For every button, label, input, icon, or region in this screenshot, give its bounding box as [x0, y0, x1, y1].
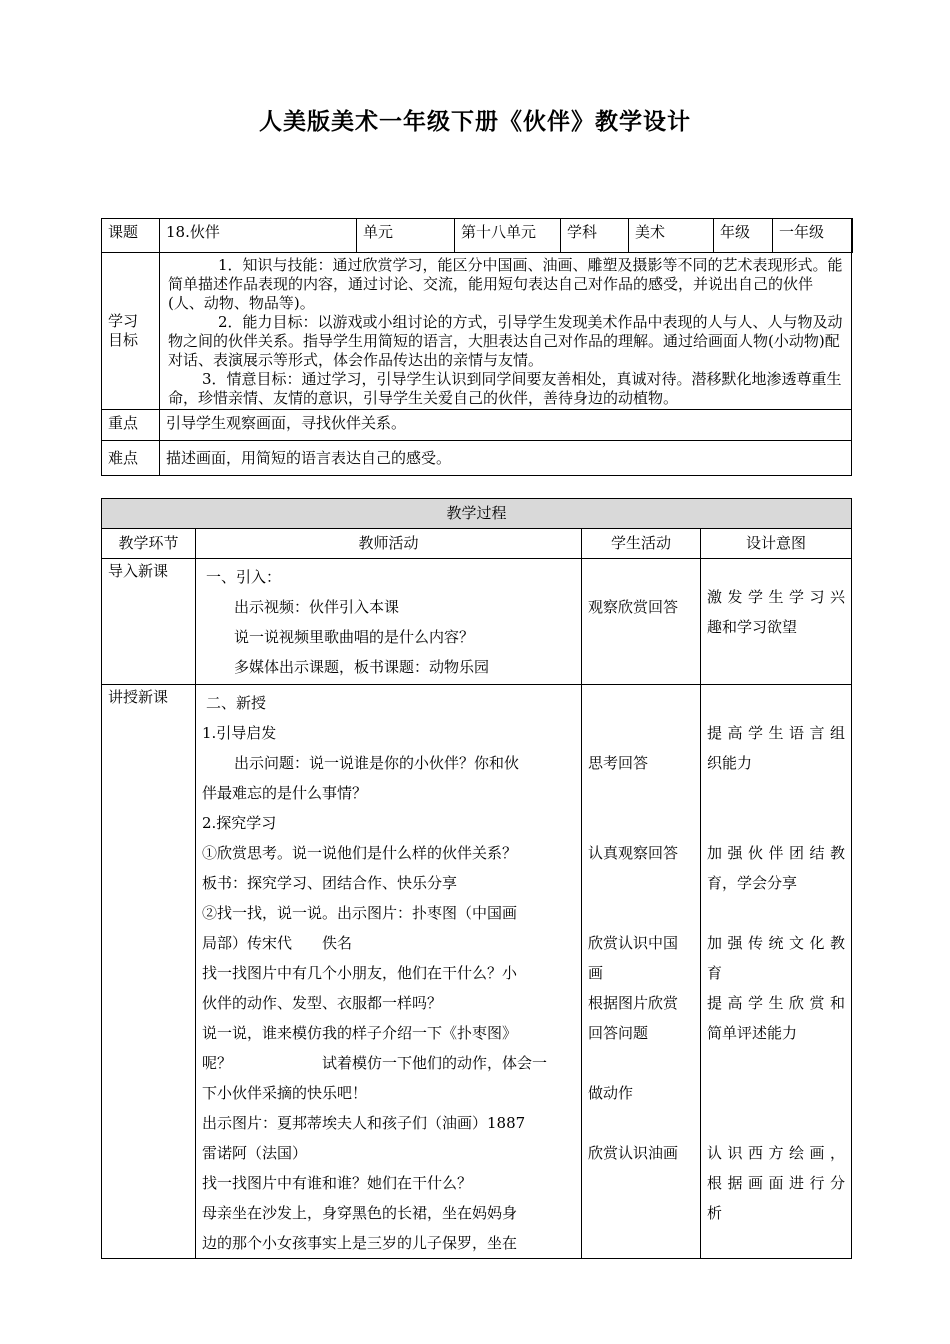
- new-student-line: 欣赏认识中国: [588, 934, 679, 952]
- objectives-label-line1: 学习: [108, 312, 139, 330]
- new-teacher-line: 1.引导启发: [202, 724, 277, 742]
- new-student-line: [588, 1198, 694, 1228]
- new-teacher-line: 伴最难忘的是什么事情？: [202, 784, 368, 802]
- teaching-process-table: [101, 498, 852, 1259]
- topic-label: 课题: [102, 219, 160, 253]
- topic-value: 18.伙伴: [160, 219, 357, 253]
- new-teacher: [196, 685, 582, 1259]
- new-teacher-line: 2.探究学习: [202, 814, 277, 832]
- new-intent-line: [707, 688, 845, 718]
- unit-label: 单元: [357, 219, 455, 253]
- new-teacher-line: 说一说，谁来模仿我的样子介绍一下《扑枣图》: [202, 1024, 518, 1042]
- new-intent-line: 织能力: [707, 754, 753, 772]
- new-intent-line: 简单评述能力: [707, 1024, 798, 1042]
- process-columns-row: [102, 529, 852, 559]
- new-intent-line: 加强伙伴团结教: [707, 844, 846, 862]
- new-intent-line: [707, 1108, 845, 1138]
- objective-emotion: 3．情意目标：通过学习，引导学生认识到同学间要友善相处，真诚对待。潜移默化地渗透尊重生命，珍惜亲情、友情的意识，引导学生关爱自己的伙伴，善待身边的动植物。: [168, 370, 842, 407]
- new-intent-line: [707, 1048, 845, 1078]
- new-student-line: [588, 718, 694, 748]
- new-student: [582, 685, 701, 1259]
- intro-stage-label: 导入新课: [108, 562, 169, 580]
- objectives-content: [160, 253, 852, 410]
- new-teacher-line: 局部）传宋代 佚名: [202, 934, 353, 952]
- new-lesson-row: [102, 685, 852, 1259]
- new-teacher-line: 边的那个小女孩事实上是三岁的儿子保罗，坐在: [202, 1234, 518, 1252]
- new-teacher-line: 出示图片：夏邦蒂埃夫人和孩子们（油画）1887: [202, 1114, 526, 1132]
- column-teacher: 教师活动: [196, 529, 582, 559]
- new-teacher-line: 找一找图片中有谁和谁？她们在干什么？: [202, 1174, 473, 1192]
- intro-stage: [102, 559, 196, 685]
- intro-teacher-line: 出示视频：伙伴引入本课: [234, 598, 400, 616]
- new-teacher-line: 下小伙伴采摘的快乐吧！: [202, 1084, 368, 1102]
- grade-value: 一年级: [773, 219, 852, 253]
- subject-label: 学科: [561, 219, 629, 253]
- page-title: 人美版美术一年级下册《伙伴》教学设计: [259, 108, 691, 135]
- difficulty-value: 描述画面，用简短的语言表达自己的感受。: [160, 441, 852, 476]
- process-heading-row: [102, 499, 852, 529]
- new-intent-line: 根据画面进行分: [707, 1174, 846, 1192]
- column-intent: 设计意图: [701, 529, 852, 559]
- info-row: [102, 219, 852, 253]
- new-teacher-line: 呢？ 试着模仿一下他们的动作，体会一: [202, 1054, 548, 1072]
- new-intent-line: 提高学生语言组: [707, 724, 846, 742]
- intro-teacher: [196, 559, 582, 685]
- new-student-line: [588, 1228, 694, 1258]
- unit-value: 第十八单元: [455, 219, 561, 253]
- new-student-line: 认真观察回答: [588, 844, 679, 862]
- new-intent-line: 提高学生欣赏和: [707, 994, 846, 1012]
- new-intent-line: 析: [707, 1204, 723, 1222]
- new-intent-line: [707, 808, 845, 838]
- new-intent-line: 加强传统文化教: [707, 934, 846, 952]
- intro-student: [582, 559, 701, 685]
- new-student-line: [588, 1108, 694, 1138]
- intro-teacher-line: 多媒体出示课题，板书课题：动物乐园: [234, 658, 490, 676]
- new-intent-line: [707, 1078, 845, 1108]
- new-student-line: 做动作: [588, 1084, 634, 1102]
- new-student-line: 画: [588, 964, 604, 982]
- new-student-line: [588, 808, 694, 838]
- intro-teacher-line: 一、引入：: [206, 568, 282, 586]
- intro-intent-line: 趣和学习欲望: [707, 618, 798, 636]
- key-point-label: 重点: [102, 410, 160, 441]
- objectives-label: [102, 253, 160, 410]
- new-student-line: 思考回答: [588, 754, 649, 772]
- new-student-line: [588, 898, 694, 928]
- new-intent-line: 育，学会分享: [707, 874, 798, 892]
- new-teacher-line: 伙伴的动作、发型、衣服都一样吗？: [202, 994, 443, 1012]
- new-teacher-line: 板书：探究学习、团结合作、快乐分享: [202, 874, 458, 892]
- intro-student-text: 观察欣赏回答: [588, 598, 679, 616]
- new-student-line: 回答问题: [588, 1024, 649, 1042]
- key-point-value: 引导学生观察画面，寻找伙伴关系。: [160, 410, 852, 441]
- new-teacher-line: 母亲坐在沙发上，身穿黑色的长裙，坐在妈妈身: [202, 1204, 518, 1222]
- intro-row: [102, 559, 852, 685]
- new-intent-line: [707, 778, 845, 808]
- objective-ability: 2．能力目标：以游戏或小组讨论的方式，引导学生发现美术作品中表现的人与人、人与物及动物之间的伙伴关系。指导学生用简短的语言，大胆表达自己对作品的理解。通过给画面人物(小动物)配对话、表演展示等形式，体会作品传达出的亲情与友情。: [168, 313, 843, 369]
- new-intent: [701, 685, 852, 1259]
- new-teacher-line: 二、新授: [206, 694, 267, 712]
- new-teacher-line: 找一找图片中有几个小朋友，他们在干什么？小: [202, 964, 518, 982]
- subject-value: 美术: [629, 219, 714, 253]
- new-intent-line: [707, 898, 845, 928]
- objectives-row: [102, 253, 852, 410]
- new-intent-line: 育: [707, 964, 723, 982]
- new-teacher-line: ②找一找，说一说。出示图片：扑枣图（中国画: [202, 904, 518, 922]
- column-student: 学生活动: [582, 529, 701, 559]
- new-teacher-line: 雷诺阿（法国）: [202, 1144, 308, 1162]
- new-student-line: 根据图片欣赏: [588, 994, 679, 1012]
- new-stage-label: 讲授新课: [108, 688, 169, 706]
- grade-label: 年级: [714, 219, 773, 253]
- objectives-label-line2: 目标: [108, 331, 139, 349]
- objective-knowledge: 1．知识与技能：通过欣赏学习，能区分中国画、油画、雕塑及摄影等不同的艺术表现形式。能简单描述作品表现的内容，通过讨论、交流，能用短句表达自己对作品的感受，并说出自己的伙伴(人、动物、物品等)。: [168, 256, 843, 312]
- column-stage: 教学环节: [102, 529, 196, 559]
- new-student-line: [588, 868, 694, 898]
- difficulty-row: [102, 441, 852, 476]
- new-student-line: [588, 1048, 694, 1078]
- new-student-line: 欣赏认识油画: [588, 1144, 679, 1162]
- new-student-line: [588, 778, 694, 808]
- intro-intent: [701, 559, 852, 685]
- new-teacher-line: 出示问题：说一说谁是你的小伙伴？你和伙: [234, 754, 520, 772]
- new-student-line: [588, 1168, 694, 1198]
- lesson-info-table: [101, 218, 853, 476]
- new-student-line: [588, 688, 694, 718]
- intro-intent-line: 激发学生学习兴: [707, 588, 846, 606]
- new-intent-line: 认识西方绘画，: [707, 1144, 846, 1162]
- key-point-row: [102, 410, 852, 441]
- new-stage: [102, 685, 196, 1259]
- new-intent-line: [707, 1228, 845, 1258]
- intro-teacher-line: 说一说视频里歌曲唱的是什么内容？: [234, 628, 475, 646]
- difficulty-label: 难点: [102, 441, 160, 476]
- new-teacher-line: ①欣赏思考。说一说他们是什么样的伙伴关系？: [202, 844, 518, 862]
- process-heading: 教学过程: [102, 499, 852, 529]
